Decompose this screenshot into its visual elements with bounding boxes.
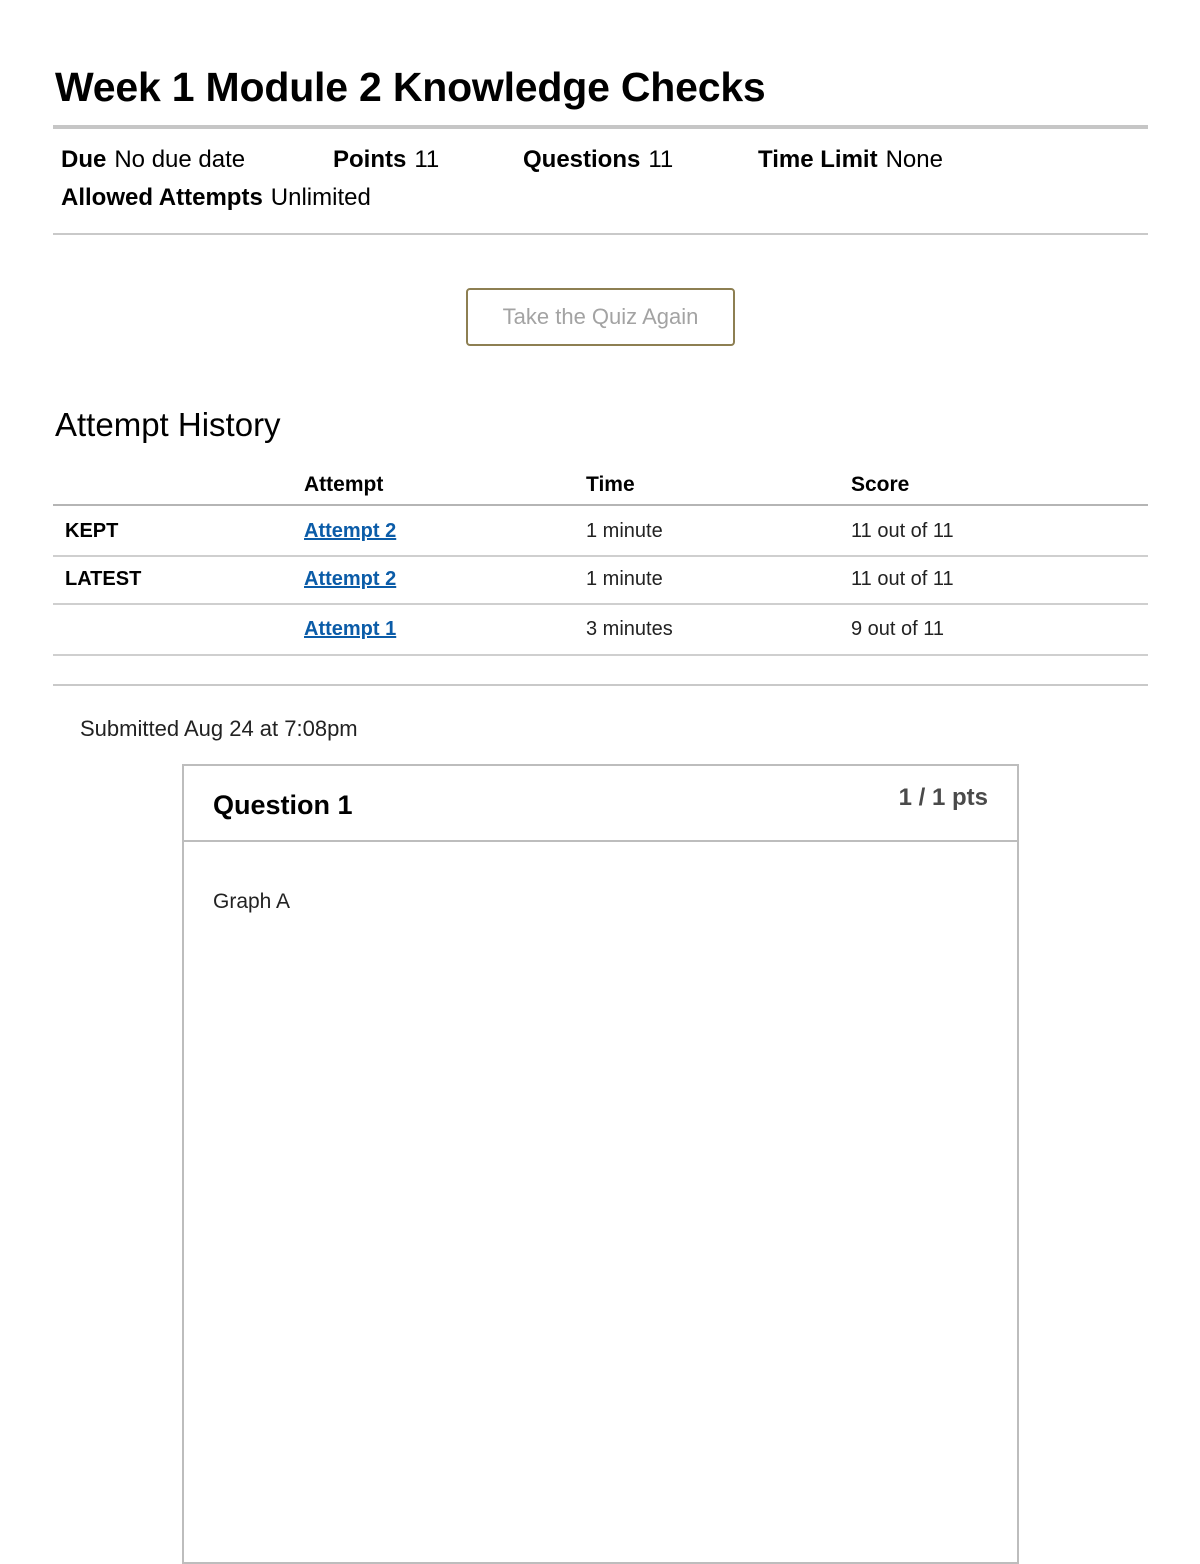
meta-due-label: Due (61, 146, 107, 173)
question-title: Question 1 (213, 790, 353, 820)
question-card (182, 764, 1019, 1564)
meta-due-value: No due date (114, 146, 246, 173)
table-row (53, 507, 1148, 555)
meta-divider (53, 233, 1148, 235)
table-row (53, 555, 1148, 603)
row-status-label: KEPT (65, 520, 119, 542)
attempt-time: 1 minute (586, 568, 663, 590)
page-title: Week 1 Module 2 Knowledge Checks (55, 64, 766, 110)
row-status-label: LATEST (65, 568, 142, 590)
meta-points-label: Points (333, 146, 407, 173)
meta-questions (523, 145, 673, 175)
meta-allowed-attempts (61, 183, 371, 213)
question-points: 1 / 1 pts (898, 784, 988, 811)
meta-points (333, 145, 439, 175)
attempt-time: 1 minute (586, 520, 663, 542)
column-header-score: Score (851, 473, 910, 496)
title-divider (53, 125, 1148, 129)
meta-time-limit-value: None (885, 146, 943, 173)
section-divider (53, 684, 1148, 686)
column-header-time: Time (586, 473, 635, 496)
attempt-history-heading: Attempt History (55, 406, 281, 443)
table-header-divider (53, 504, 1148, 506)
attempt-score: 11 out of 11 (851, 568, 954, 590)
attempt-score: 11 out of 11 (851, 520, 954, 542)
question-header (184, 766, 1017, 842)
meta-time-limit (758, 145, 943, 175)
meta-points-value: 11 (414, 146, 440, 173)
attempt-link[interactable]: Attempt 2 (304, 520, 397, 542)
attempt-time: 3 minutes (586, 618, 673, 640)
attempt-score: 9 out of 11 (851, 618, 945, 640)
meta-time-limit-label: Time Limit (758, 146, 878, 173)
table-row (53, 605, 1148, 653)
meta-questions-label: Questions (523, 146, 641, 173)
meta-allowed-attempts-value: Unlimited (270, 184, 371, 211)
meta-due (61, 145, 245, 175)
column-header-attempt: Attempt (304, 473, 384, 496)
meta-allowed-attempts-label: Allowed Attempts (61, 184, 263, 211)
meta-questions-value: 11 (648, 146, 674, 173)
attempt-link[interactable]: Attempt 2 (304, 568, 397, 590)
submitted-timestamp: Submitted Aug 24 at 7:08pm (80, 716, 358, 741)
question-body-text: Graph A (213, 890, 291, 913)
row-divider (53, 654, 1148, 656)
take-quiz-again-button[interactable]: Take the Quiz Again (466, 288, 735, 346)
attempt-link[interactable]: Attempt 1 (304, 618, 397, 640)
